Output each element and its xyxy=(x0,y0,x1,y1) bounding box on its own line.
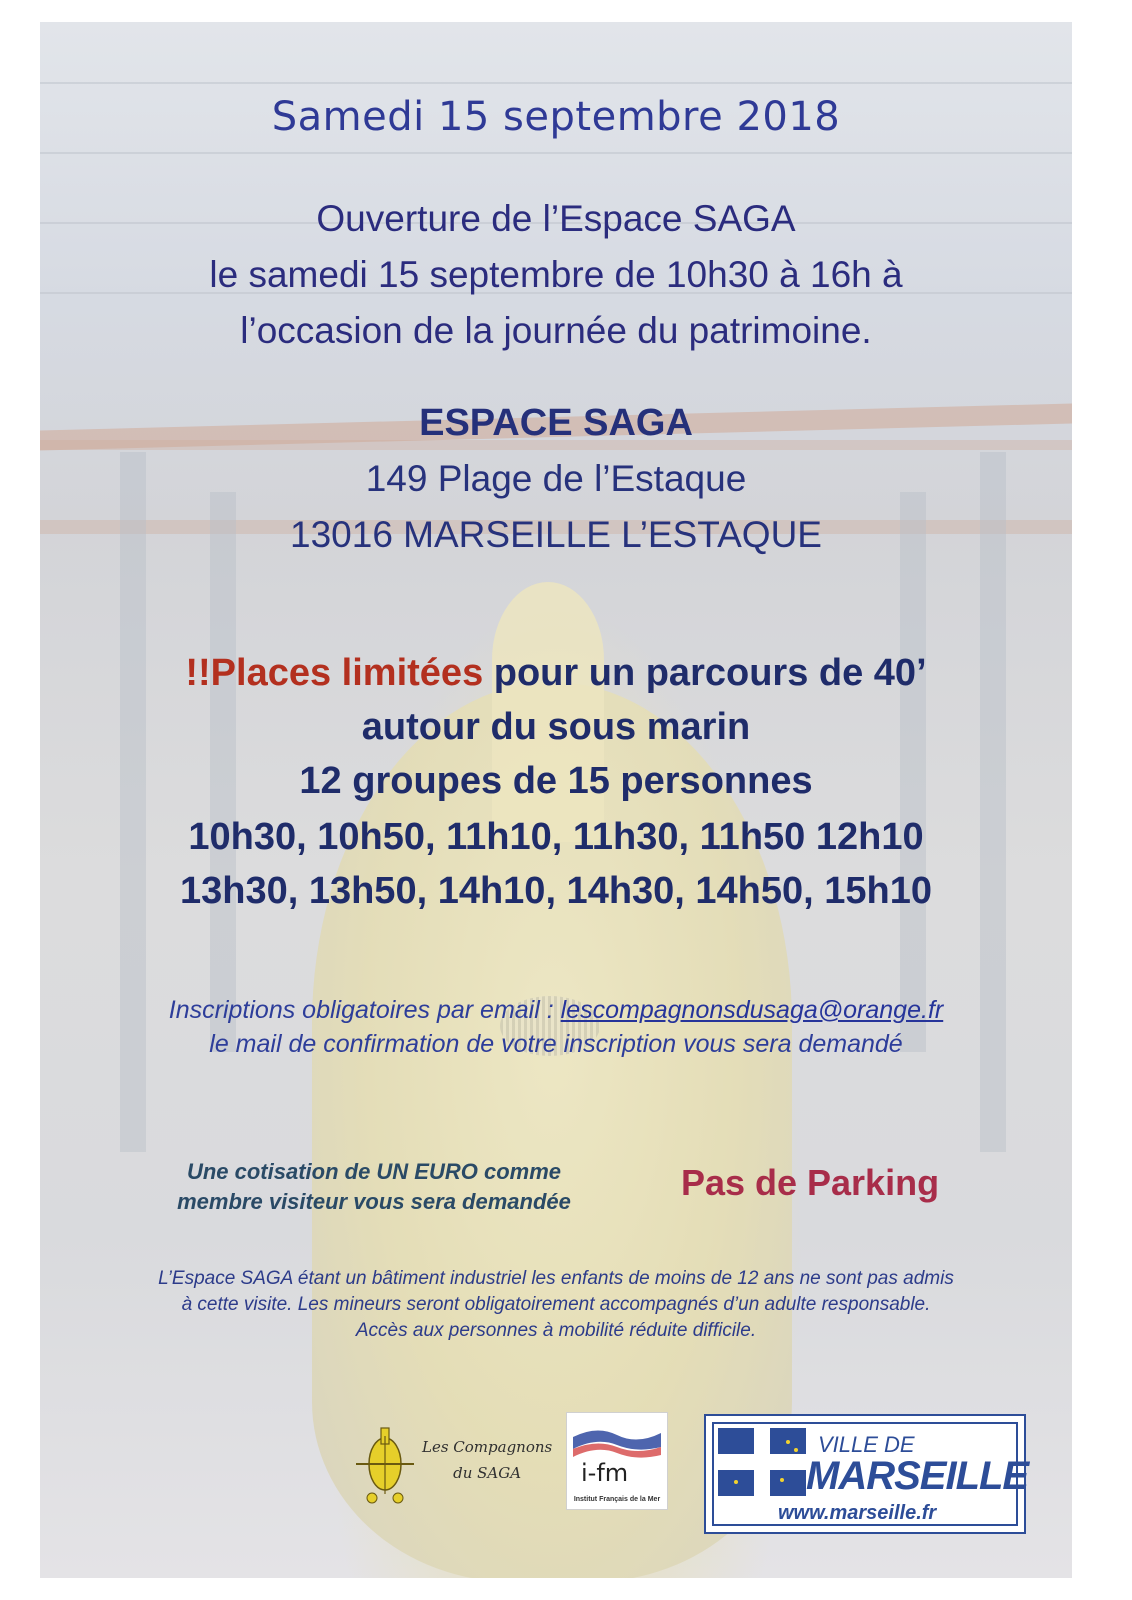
marseille-url[interactable]: www.marseille.fr xyxy=(778,1502,937,1524)
intro-line: l’occasion de la journée du patrimoine. xyxy=(240,310,872,351)
submarine-emblem-icon xyxy=(350,1418,420,1508)
venue-city: 13016 MARSEILLE L’ESTAQUE xyxy=(290,514,822,555)
inscription-confirmation: le mail de confirmation de votre inscription vous sera demandé xyxy=(209,1030,903,1058)
event-poster xyxy=(40,22,1072,1578)
venue-street: 149 Plage de l’Estaque xyxy=(365,458,747,499)
fee-line: membre visiteur vous sera demandée xyxy=(177,1189,571,1214)
saga-logo-line: Les Compagnons xyxy=(422,1438,553,1456)
ifm-logo xyxy=(566,1412,668,1510)
intro-line: Ouverture de l’Espace SAGA xyxy=(316,198,796,239)
svg-text:i-fm: i-fm xyxy=(581,1459,629,1487)
compagnons-saga-logo xyxy=(350,1410,560,1520)
time-slots-morning: 10h30, 10h50, 11h10, 11h30, 11h50 12h10 xyxy=(188,816,924,858)
venue-name: ESPACE SAGA xyxy=(419,402,693,444)
fee-note xyxy=(94,1157,654,1217)
inscription-line xyxy=(40,996,1072,1025)
access-line: à cette visite. Les mineurs seront obligatoirement accompagnés d’un adulte responsable. xyxy=(181,1294,931,1315)
access-note xyxy=(50,1266,1062,1344)
saga-logo-line: du SAGA xyxy=(453,1464,522,1482)
ifm-caption: Institut Français de la Mer xyxy=(573,1496,661,1503)
ville-de-marseille-logo xyxy=(704,1414,1029,1534)
access-line: Accès aux personnes à mobilité réduite difficile. xyxy=(355,1320,757,1341)
marseille-flag-icon xyxy=(718,1428,806,1496)
time-slots-afternoon: 13h30, 13h50, 14h10, 14h30, 14h50, 15h10 xyxy=(179,870,933,912)
ifm-flag-icon xyxy=(567,1417,665,1487)
marseille-line-1: VILLE DE xyxy=(818,1432,915,1457)
fee-line: Une cotisation de UN EURO comme xyxy=(186,1159,562,1184)
access-line: L’Espace SAGA étant un bâtiment industriel les enfants de moins de 12 ans ne sont pas admis xyxy=(158,1268,954,1289)
places-alert: !!Places limitées xyxy=(185,652,484,694)
email-link[interactable]: lescompagnonsdusaga@orange.fr xyxy=(560,996,944,1024)
tour-groups: 12 groupes de 15 personnes xyxy=(299,760,813,802)
date-heading: Samedi 15 septembre 2018 xyxy=(271,94,841,140)
tour-line-1: pour un parcours de 40’ xyxy=(483,652,927,694)
parking-note: Pas de Parking xyxy=(680,1162,940,1203)
marseille-line-2: MARSEILLE xyxy=(806,1454,1029,1498)
places-line xyxy=(40,652,1072,695)
intro-line: le samedi 15 septembre de 10h30 à 16h à xyxy=(209,254,903,295)
tour-line-2: autour du sous marin xyxy=(361,706,751,748)
inscription-prefix: Inscriptions obligatoires par email : xyxy=(168,996,561,1024)
